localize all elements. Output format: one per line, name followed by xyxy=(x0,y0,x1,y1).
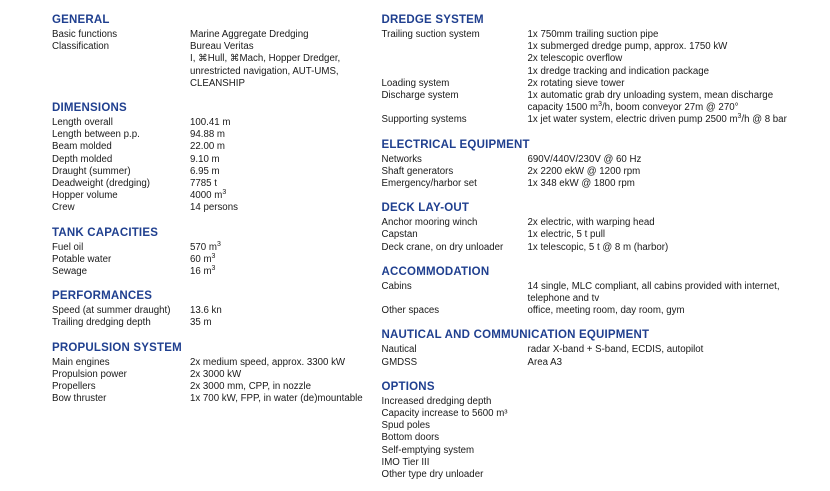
spec-label: Self-emptying system xyxy=(381,444,475,456)
spec-rows xyxy=(52,305,370,329)
spec-rows xyxy=(382,281,814,318)
spec-value: capacity 1500 $m^3/h$, boom conveyor 27m @ 270° xyxy=(527,100,739,114)
spec-row xyxy=(382,293,814,305)
spec-row xyxy=(382,432,814,444)
spec-label: Propulsion power xyxy=(52,368,127,380)
spec-label: Propellers xyxy=(52,381,96,393)
spec-label: Discharge system xyxy=(381,90,459,102)
spec-row xyxy=(382,29,814,41)
section-title: OPTIONS xyxy=(381,380,435,393)
spec-rows xyxy=(382,344,814,368)
spec-rows xyxy=(382,29,814,127)
spec-row xyxy=(52,66,370,78)
spec-row xyxy=(382,420,814,432)
spec-row xyxy=(382,396,814,408)
spec-value: radar X-band + S-band, ECDIS, autopilot xyxy=(527,344,704,356)
spec-value: 6.95 m xyxy=(190,165,220,177)
spec-row xyxy=(52,393,370,405)
spec-row xyxy=(52,166,370,178)
spec-row xyxy=(382,357,814,369)
spec-row xyxy=(52,117,370,129)
spec-label: Depth molded xyxy=(52,153,113,165)
spec-row xyxy=(52,53,370,65)
spec-label: Main engines xyxy=(52,356,110,368)
spec-value: 35 m xyxy=(190,317,212,329)
spec-row xyxy=(382,445,814,457)
spec-section xyxy=(52,14,370,90)
spec-value: 1x electric, 5 t pull xyxy=(527,229,606,241)
spec-label-continuation xyxy=(52,78,190,90)
spec-row xyxy=(52,317,370,329)
spec-value: unrestricted navigation, AUT-UMS, xyxy=(190,65,339,77)
spec-label: Anchor mooring winch xyxy=(381,217,478,229)
spec-row xyxy=(382,102,814,114)
spec-value: 22.00 m xyxy=(190,141,226,153)
spec-value: 2x medium speed, approx. 3300 kW xyxy=(190,356,346,368)
spec-value: office, meeting room, day room, gym xyxy=(527,305,685,317)
spec-label: Deck crane, on dry unloader xyxy=(381,241,504,253)
spec-row xyxy=(52,41,370,53)
spec-rows xyxy=(52,242,370,279)
spec-row xyxy=(52,129,370,141)
spec-label-continuation xyxy=(382,293,528,305)
spec-value: 2x rotating sieve tower xyxy=(527,77,625,89)
spec-row xyxy=(52,381,370,393)
spec-label: Deadweight (dredging) xyxy=(52,178,151,190)
spec-rows xyxy=(52,29,370,90)
spec-row xyxy=(382,78,814,90)
spec-value: 1x 750mm trailing suction pipe xyxy=(527,29,659,40)
spec-label: Trailing suction system xyxy=(381,29,480,40)
spec-label: Capstan xyxy=(381,229,418,241)
spec-section xyxy=(382,202,814,254)
spec-row xyxy=(382,457,814,469)
spec-row xyxy=(52,305,370,317)
spec-row xyxy=(382,408,814,420)
spec-value: 1x automatic grab dry unloading system, mean discharge xyxy=(527,90,774,102)
spec-value: CLEANSHIP xyxy=(190,77,245,89)
spec-label: Loading system xyxy=(381,77,450,89)
section-title: ACCOMMODATION xyxy=(381,265,490,278)
spec-row xyxy=(52,141,370,153)
right-column xyxy=(374,14,820,483)
section-title: TANK CAPACITIES xyxy=(52,226,159,239)
spec-label: Networks xyxy=(381,153,422,165)
spec-row xyxy=(52,357,370,369)
spec-value: 4000 $m^3$ xyxy=(190,189,227,202)
spec-value: 7785 t xyxy=(190,178,217,190)
section-title: NAUTICAL AND COMMUNICATION EQUIPMENT xyxy=(381,329,650,342)
spec-section xyxy=(52,227,370,279)
spec-value: Bureau Veritas xyxy=(190,41,254,53)
spec-section xyxy=(382,266,814,318)
spec-value: 1x dredge tracking and indication package xyxy=(527,65,710,77)
spec-label: Spud poles xyxy=(381,420,431,432)
spec-row xyxy=(52,202,370,214)
spec-label: Potable water xyxy=(52,253,112,265)
spec-label: Other type dry unloader xyxy=(381,469,484,481)
spec-value: 14 persons xyxy=(190,202,238,214)
section-title: ELECTRICAL EQUIPMENT xyxy=(381,138,530,151)
spec-section xyxy=(52,342,370,406)
spec-row xyxy=(382,114,814,126)
spec-section xyxy=(52,102,370,215)
spec-section xyxy=(382,14,814,127)
spec-value: 1x 700 kW, FPP, in water (de)mountable xyxy=(190,393,363,405)
spec-value: 16 $m^3$ xyxy=(190,264,216,278)
spec-label: Hopper volume xyxy=(52,190,118,202)
spec-label: Beam molded xyxy=(52,141,112,153)
spec-label: Capacity increase to 5600 m³ xyxy=(381,408,508,420)
spec-row xyxy=(382,217,814,229)
spec-label: Bottom doors xyxy=(381,432,440,444)
spec-value: telephone and tv xyxy=(527,293,600,305)
spec-value: 1x telescopic, 5 t @ 8 m (harbor) xyxy=(527,241,669,253)
spec-value: 9.10 m xyxy=(190,153,220,165)
spec-rows xyxy=(52,357,370,406)
spec-row xyxy=(52,369,370,381)
spec-label: Trailing dredging depth xyxy=(52,317,151,329)
spec-row xyxy=(382,344,814,356)
spec-row xyxy=(52,266,370,278)
spec-label-continuation xyxy=(382,41,528,53)
spec-label-continuation xyxy=(382,66,528,78)
spec-label: Length between p.p. xyxy=(52,129,140,141)
spec-value: 1x jet water system, electric driven pump 2500 $m^3/h$ @ 8 bar xyxy=(527,113,787,126)
spec-value: 1x 348 ekW @ 1800 rpm xyxy=(527,178,635,190)
spec-row xyxy=(52,178,370,190)
spec-value: 2x 2200 ekW @ 1200 rpm xyxy=(527,165,641,177)
spec-row xyxy=(382,281,814,293)
spec-section xyxy=(382,381,814,481)
spec-label-continuation xyxy=(52,53,190,65)
spec-row xyxy=(52,29,370,41)
spec-rows xyxy=(382,396,814,481)
section-title: GENERAL xyxy=(52,14,110,26)
spec-label: Shaft generators xyxy=(381,165,454,177)
spec-label: Sewage xyxy=(52,266,88,278)
spec-rows xyxy=(382,217,814,254)
spec-value: 13.6 kn xyxy=(190,305,222,317)
section-title: PERFORMANCES xyxy=(52,290,153,303)
spec-value: Marine Aggregate Dredging xyxy=(190,29,309,40)
spec-label-continuation xyxy=(382,102,528,114)
spec-label: Bow thruster xyxy=(52,393,107,405)
spec-label: Supporting systems xyxy=(381,114,467,126)
spec-rows xyxy=(382,154,814,191)
spec-row xyxy=(382,41,814,53)
spec-value: 2x 3000 mm, CPP, in nozzle xyxy=(190,381,311,393)
spec-row xyxy=(382,242,814,254)
spec-label: GMDSS xyxy=(381,356,418,368)
spec-label: Length overall xyxy=(52,117,113,129)
spec-row xyxy=(382,166,814,178)
spec-value: 690V/440V/230V @ 60 Hz xyxy=(527,153,642,165)
spec-value: 14 single, MLC compliant, all cabins provided with internet, xyxy=(527,280,780,292)
spec-value: 2x telescopic overflow xyxy=(527,53,623,65)
spec-value: 100.41 m xyxy=(190,117,231,129)
spec-label: IMO Tier III xyxy=(381,456,430,468)
spec-label-continuation xyxy=(382,53,528,65)
spec-value: Area A3 xyxy=(527,356,562,368)
spec-row xyxy=(382,154,814,166)
spec-row xyxy=(382,66,814,78)
spec-label: Crew xyxy=(52,202,75,214)
spec-value: 94.88 m xyxy=(190,129,226,141)
spec-label: Speed (at summer draught) xyxy=(52,305,171,317)
spec-row xyxy=(52,190,370,202)
spec-row xyxy=(52,78,370,90)
spec-value: 2x 3000 kW xyxy=(190,368,242,380)
spec-row xyxy=(382,53,814,65)
spec-value: 1x submerged dredge pump, approx. 1750 kW xyxy=(527,41,728,53)
spec-row xyxy=(382,229,814,241)
spec-value: 60 $m^3$ xyxy=(190,252,216,265)
spec-section xyxy=(52,290,370,329)
spec-row xyxy=(382,305,814,317)
spec-label: Classification xyxy=(52,41,110,53)
spec-label: Nautical xyxy=(381,344,417,356)
spec-section xyxy=(382,329,814,368)
spec-label: Basic functions xyxy=(52,29,118,40)
section-title: DIMENSIONS xyxy=(52,102,127,115)
spec-label-continuation xyxy=(52,66,190,78)
spec-label: Draught (summer) xyxy=(52,165,131,177)
spec-label: Fuel oil xyxy=(52,241,84,253)
spec-value: I, ⌘Hull, ⌘Mach, Hopper Dredger, xyxy=(190,53,341,65)
spec-value: 570 $m^3$ xyxy=(190,240,221,253)
spec-section xyxy=(382,139,814,191)
section-title: DECK LAY-OUT xyxy=(381,202,470,215)
spec-label: Increased dredging depth xyxy=(381,395,492,407)
spec-label: Other spaces xyxy=(381,305,440,317)
section-title: DREDGE SYSTEM xyxy=(381,14,484,26)
spec-row xyxy=(382,178,814,190)
spec-rows xyxy=(52,117,370,215)
spec-row xyxy=(52,154,370,166)
left-column xyxy=(10,14,374,483)
spec-row xyxy=(382,469,814,481)
section-title: PROPULSION SYSTEM xyxy=(52,341,182,354)
spec-label: Cabins xyxy=(381,280,412,292)
spec-value: 2x electric, with warping head xyxy=(527,217,655,229)
spec-label: Emergency/harbor set xyxy=(381,178,477,190)
